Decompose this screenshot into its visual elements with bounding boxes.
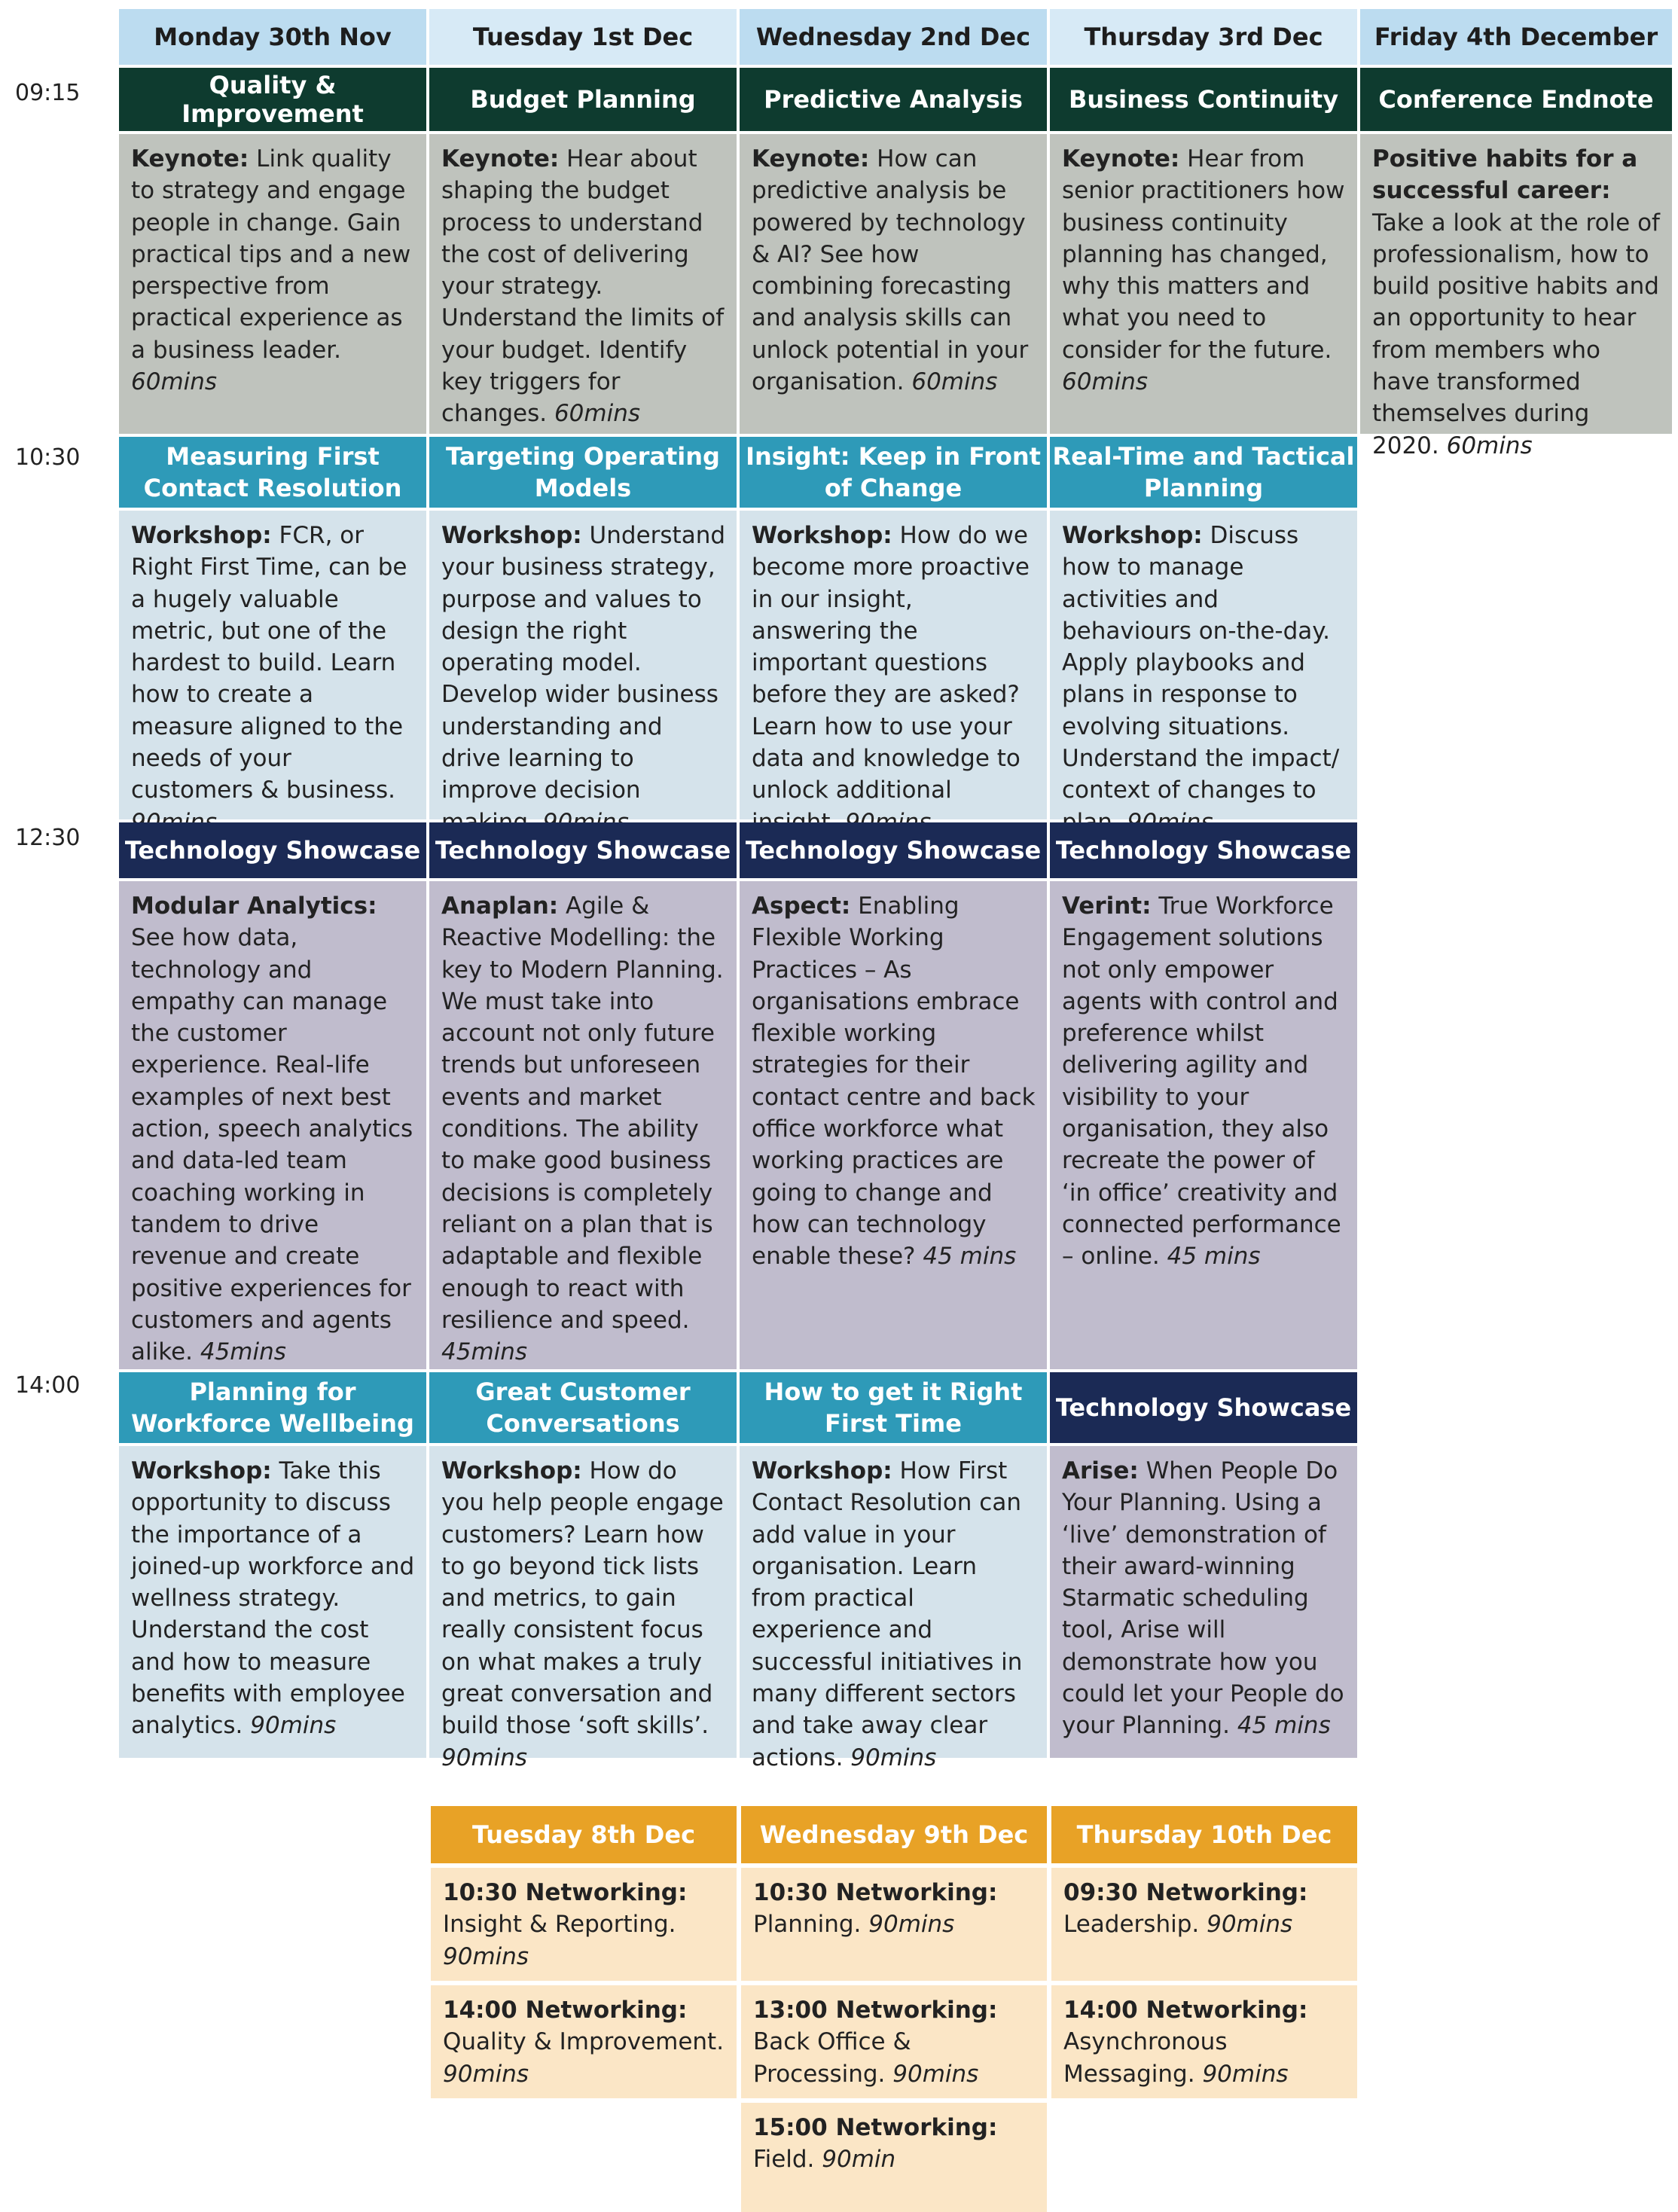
session-title: Predictive Analysis [740, 68, 1047, 131]
session-text: When People Do Your Planning. Using a ‘live’ demonstration of their award-winning Starmatic scheduling tool, Arise will demonstrate how you could let your People do your Planning. [1062, 1457, 1344, 1740]
session-text: How First Contact Resolution can add value in your organisation. Learn from practical experience and successful initiatives in many different sectors and take away clear actions. [752, 1457, 1023, 1771]
session-text: Leadership. [1063, 1911, 1207, 1939]
session-lead: Keynote: [1062, 145, 1180, 172]
session-description [119, 1446, 426, 1758]
session-lead: Keynote: [131, 145, 249, 172]
session-duration: 60mins [911, 368, 998, 396]
session-lead: Keynote: [752, 145, 870, 172]
networking-session [1051, 1985, 1357, 2098]
session-description [429, 881, 737, 1369]
session-lead: Modular Analytics: [131, 892, 377, 920]
session-duration: 60mins [1446, 432, 1533, 459]
session-duration: 45mins [441, 1338, 528, 1366]
networking-header-tuesday: Tuesday 8th Dec [431, 1806, 737, 1863]
session-text: Field. [753, 2146, 822, 2174]
session-description [1050, 881, 1357, 1369]
networking-header-wednesday: Wednesday 9th Dec [741, 1806, 1047, 1863]
session-title: Conference Endnote [1360, 68, 1672, 131]
session-title: Insight: Keep in Front of Change [740, 437, 1047, 508]
day-header-wednesday: Wednesday 2nd Dec [740, 9, 1047, 65]
session-duration: 90mins [1207, 1911, 1293, 1939]
session-lead: Workshop: [752, 1457, 892, 1484]
session-description [1360, 134, 1672, 459]
day-header-friday: Friday 4th December [1360, 9, 1672, 65]
session-duration: 90mins [892, 2060, 979, 2088]
session-title: Technology Showcase [1050, 822, 1357, 878]
session-description [740, 881, 1047, 1369]
session-duration: 60mins [1062, 368, 1149, 396]
session-lead: Positive habits for a successful career: [1372, 145, 1638, 205]
session-lead: 14:00 Networking: [443, 1997, 688, 2024]
session-lead: Workshop: [441, 522, 582, 549]
session-text: Take this opportunity to discuss the importance of a joined-up workforce and wellness strategy. Understand the cost and how to measure benefits with employee analytics. [131, 1457, 415, 1740]
session-title: Real-Time and Tactical Planning [1050, 437, 1357, 508]
session-text: Take a look at the role of professionalism, how to build positive habits and an opportunity to hear from members who have transformed themselves during 2020. [1372, 209, 1660, 459]
session-text: Hear about shaping the budget process to understand the cost of delivering your strategy. Understand the limits of your budget. Identify key triggers for changes. [441, 145, 725, 428]
session-title: Planning for Workforce Wellbeing [119, 1372, 426, 1443]
session-duration: 90min [822, 2146, 896, 2174]
session-description [740, 134, 1047, 434]
networking-session [1051, 1868, 1357, 1981]
session-lead: 10:30 Networking: [753, 1879, 998, 1906]
session-lead: Anaplan: [441, 892, 559, 920]
session-text: Agile & Reactive Modelling: the key to Modern Planning. We must take into account not only future trends but unforeseen events and market conditions. The ability to make good business decisions is completely reliant on a plan that is adaptable and flexible enough to react with resilience and speed. [441, 892, 724, 1334]
session-description [119, 511, 426, 819]
session-duration: 90mins [443, 2060, 529, 2088]
session-description [1050, 1446, 1357, 1758]
session-lead: Arise: [1062, 1457, 1139, 1484]
session-title: Quality & Improvement [119, 68, 426, 131]
session-text: True Workforce Engagement solutions not only empower agents with control and preference whilst delivering agility and visibility to your organisation, they also recreate the power of ‘in office’ creativity and connected performance – online. [1062, 892, 1341, 1271]
session-text: Back Office & Processing. [753, 2028, 911, 2088]
session-title: Great Customer Conversations [429, 1372, 737, 1443]
session-text: Discuss how to manage activities and behaviours on-the-day. Apply playbooks and plans in response to evolving situations. Understand the impact/ context of changes to [1062, 522, 1340, 804]
day-header-thursday: Thursday 3rd Dec [1050, 9, 1357, 65]
day-header-monday: Monday 30th Nov [119, 9, 426, 65]
session-duration: 45 mins [923, 1243, 1017, 1271]
networking-session [741, 2103, 1047, 2212]
networking-session [431, 1868, 737, 1981]
session-duration: 90mins [250, 1712, 337, 1740]
networking-session [431, 1985, 737, 2098]
session-duration: 90mins [441, 1744, 528, 1771]
session-title: How to get it Right First Time [740, 1372, 1047, 1443]
session-lead: 15:00 Networking: [753, 2114, 998, 2141]
session-text: How do you help people engage customers? Learn how to go beyond tick lists and metrics, to gain really consistent focus on what makes a truly great conversation and build those ‘soft skills’. [441, 1457, 724, 1740]
session-duration: 90mins [868, 1911, 955, 1939]
time-label-1400: 14:00 [15, 1372, 81, 1399]
session-text: Quality & Improvement. [443, 2028, 725, 2056]
session-lead: Aspect: [752, 892, 851, 920]
networking-session [741, 1985, 1047, 2098]
networking-header-thursday: Thursday 10th Dec [1051, 1806, 1357, 1863]
session-text: Asynchronous Messaging. [1063, 2028, 1228, 2088]
session-title: Technology Showcase [429, 822, 737, 878]
session-text: See how data, technology and empathy can manage the customer experience. Real-life examples of next best action, speech analytics and data-led team coaching working in tandem to drive revenue and create positive experiences for customers and agents alike. [131, 924, 413, 1366]
session-lead: Workshop: [131, 1457, 272, 1484]
session-duration: 45 mins [1237, 1712, 1331, 1740]
time-label-1030: 10:30 [15, 444, 81, 471]
session-description [119, 134, 426, 434]
session-text: How can predictive analysis be powered by technology & AI? See how combining forecasting and analysis skills can unlock potential in your organisation. [752, 145, 1029, 396]
session-lead: Workshop: [1062, 522, 1203, 549]
session-description [1050, 511, 1357, 819]
session-title: Measuring First Contact Resolution [119, 437, 426, 508]
session-description [119, 881, 426, 1369]
session-text: FCR, or Right First Time, can be a hugely valuable metric, but one of the hardest to build. Learn how to create a measure aligned to the needs of your customers & business. [131, 522, 407, 804]
session-duration: 90mins [443, 1942, 529, 1970]
session-description [429, 1446, 737, 1771]
session-lead: 14:00 Networking: [1063, 1997, 1308, 2024]
session-text: How do we become more proactive in our insight, answering the important questions before they are asked? Learn how to use your data and knowledge to unlock additional [752, 522, 1030, 804]
session-title: Technology Showcase [1050, 1372, 1357, 1443]
session-duration: 90mins [1202, 2060, 1289, 2088]
networking-session [741, 1868, 1047, 1981]
session-text: Understand your business strategy, purpose and values to design the right operating model. Develop wider business understanding and drive learning to improve decision [441, 522, 726, 804]
session-title: Technology Showcase [740, 822, 1047, 878]
session-text: Insight & Reporting. [443, 1911, 676, 1939]
session-lead: 13:00 Networking: [753, 1997, 998, 2024]
session-text: Planning. [753, 1911, 869, 1939]
session-description [429, 134, 737, 434]
session-title: Business Continuity [1050, 68, 1357, 131]
session-lead: Workshop: [131, 522, 272, 549]
session-description [429, 511, 737, 819]
session-title: Targeting Operating Models [429, 437, 737, 508]
session-duration: 60mins [131, 368, 218, 396]
session-lead: 10:30 Networking: [443, 1879, 688, 1906]
session-lead: Workshop: [752, 522, 892, 549]
time-label-0915: 09:15 [15, 80, 81, 106]
time-label-1230: 12:30 [15, 825, 81, 851]
session-description [740, 1446, 1047, 1771]
session-text: Link quality to strategy and engage people in change. Gain practical tips and a new perspective from practical experience as a business leader. [131, 145, 411, 364]
session-duration: 45mins [200, 1338, 286, 1366]
session-text: Enabling Flexible Working Practices – As organisations embrace flexible working strategies for their contact centre and back office workforce what working practices are going to change and how can technology enable these? [752, 892, 1036, 1271]
session-title: Technology Showcase [119, 822, 426, 878]
session-lead: Verint: [1062, 892, 1152, 920]
session-text: Hear from senior practitioners how business continuity planning has changed, why this matters and what you need to consider for the future. [1062, 145, 1345, 364]
session-description [740, 511, 1047, 819]
session-lead: 09:30 Networking: [1063, 1879, 1308, 1906]
session-lead: Workshop: [441, 1457, 582, 1484]
session-description [1050, 134, 1357, 434]
session-duration: 90mins [850, 1744, 937, 1771]
session-lead: Keynote: [441, 145, 560, 172]
session-duration: 60mins [554, 400, 641, 428]
session-duration: 45 mins [1167, 1243, 1261, 1271]
session-title: Budget Planning [429, 68, 737, 131]
day-header-tuesday: Tuesday 1st Dec [429, 9, 737, 65]
